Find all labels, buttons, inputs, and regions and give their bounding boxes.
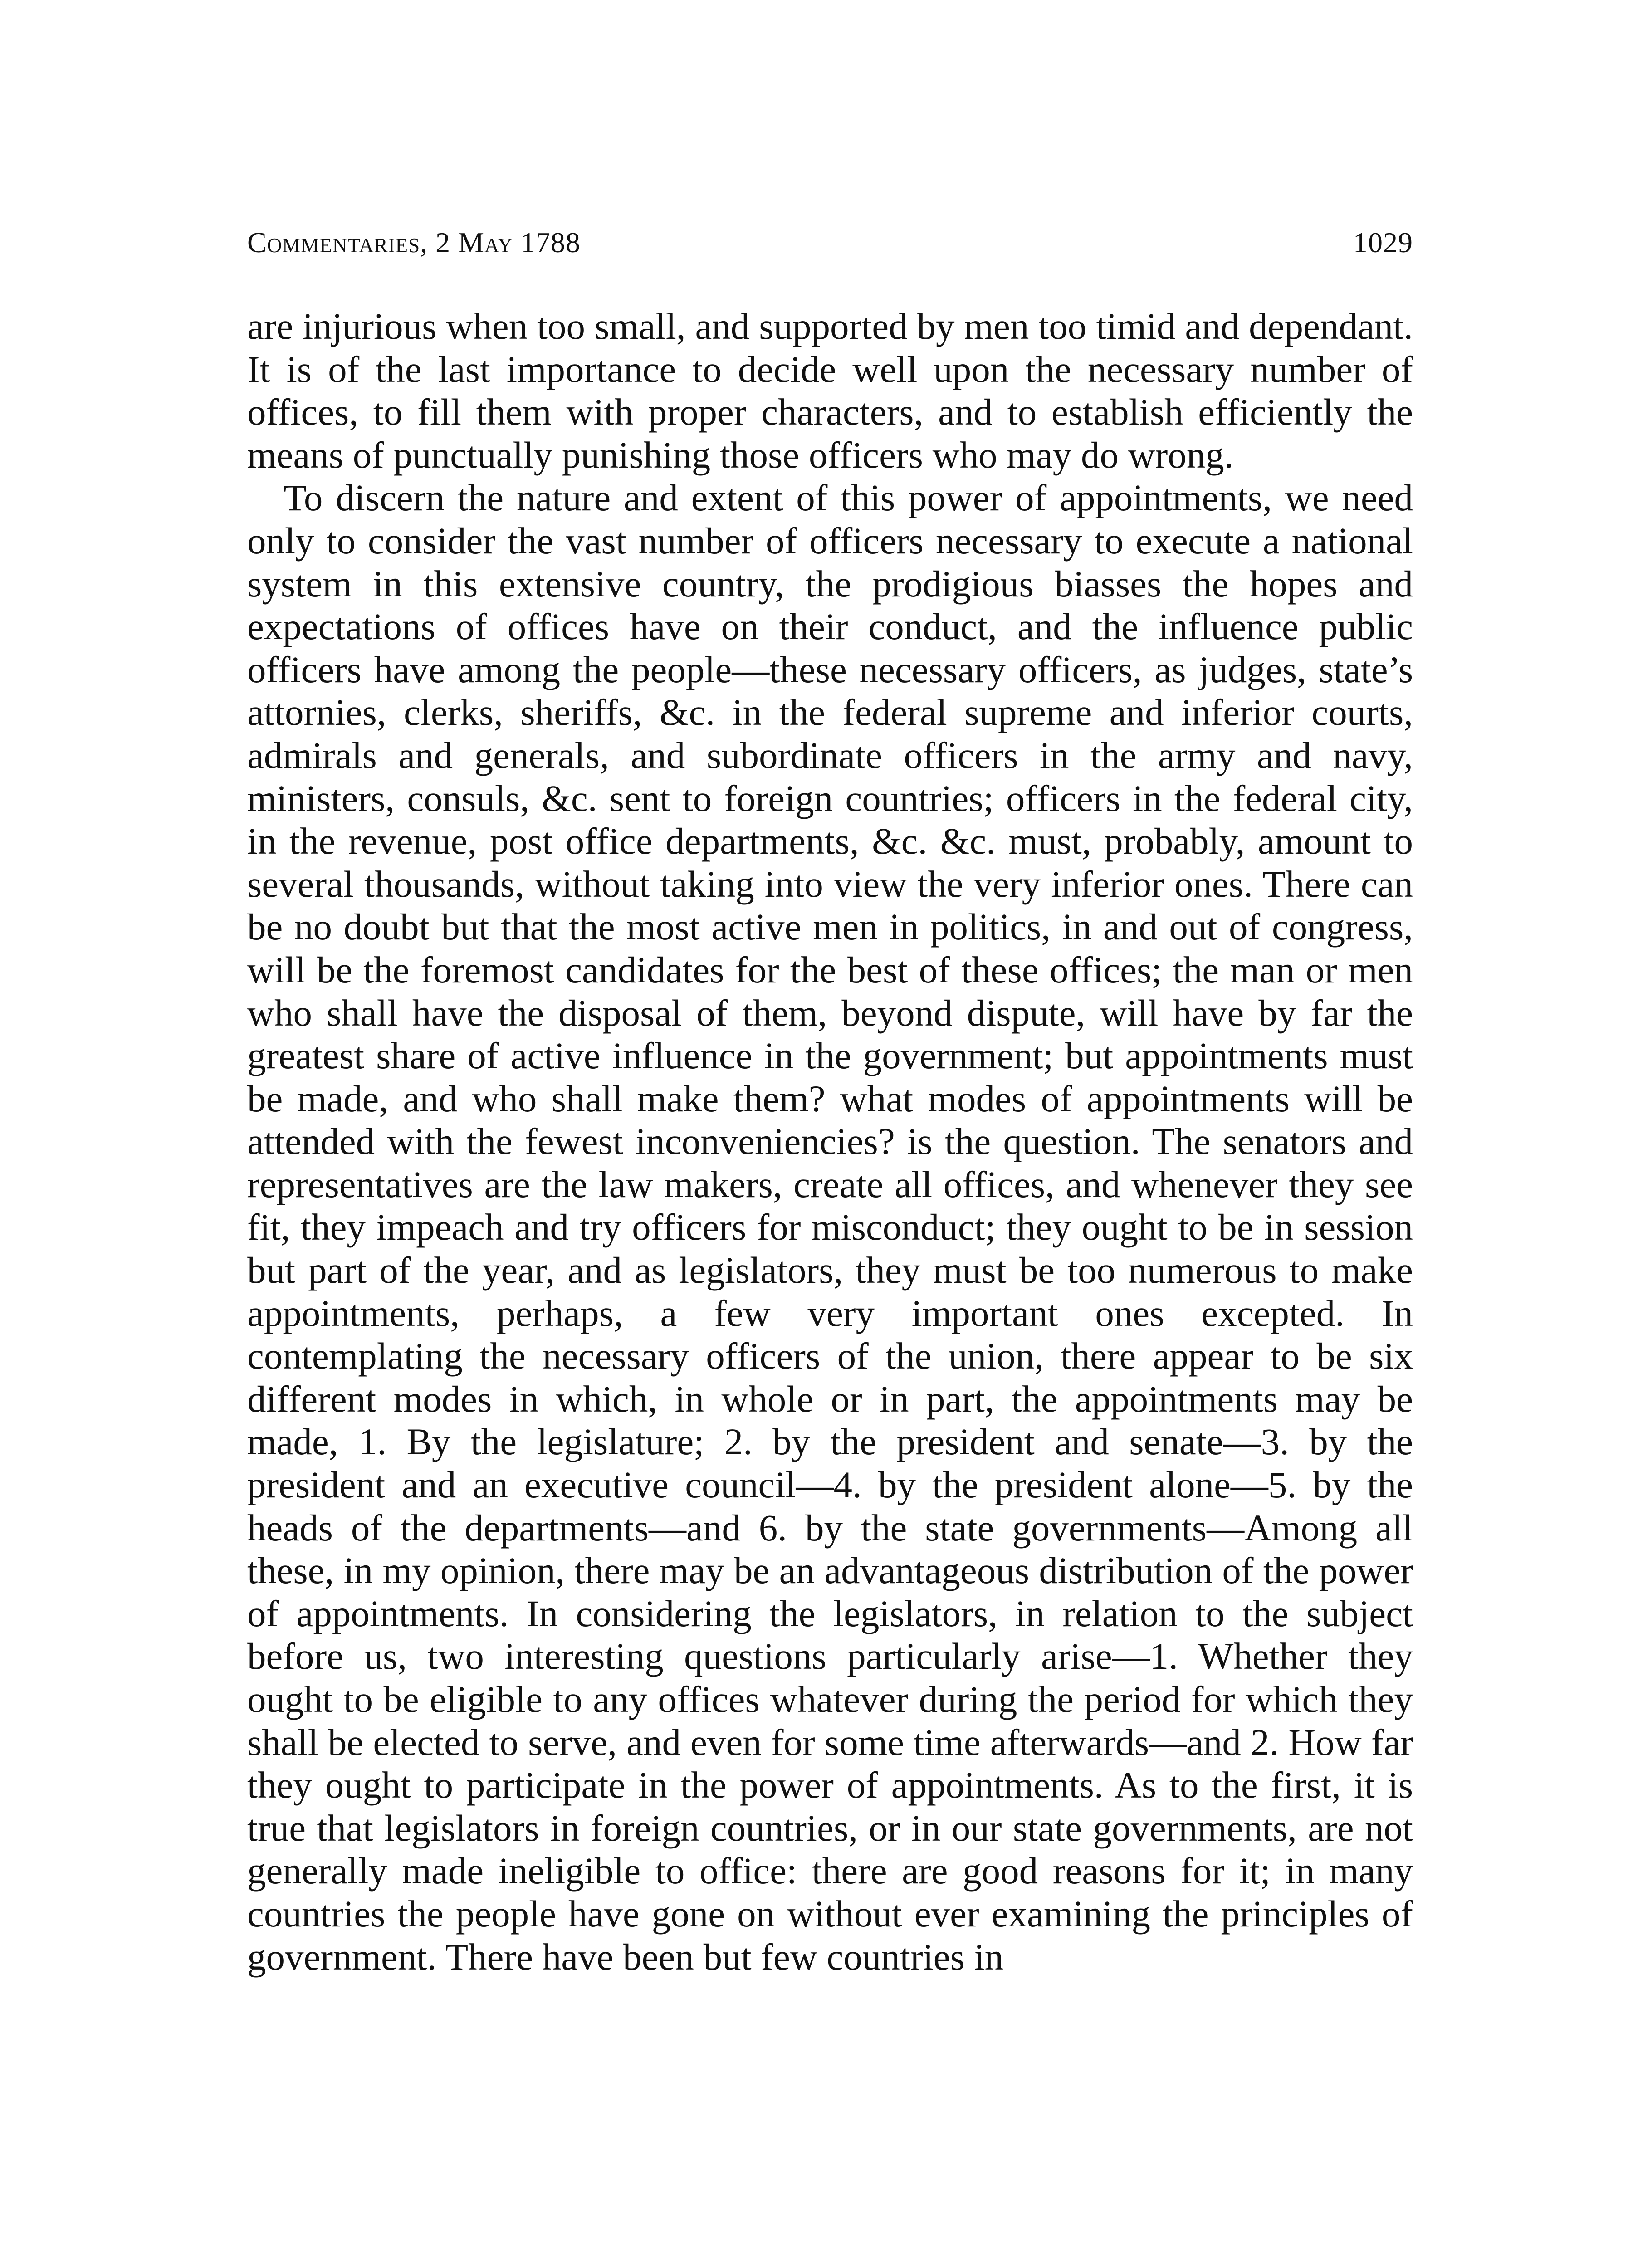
- running-header: [247, 222, 1413, 263]
- paragraph-appointments: To discern the nature and extent of this power of appointments, we need only to consider the vast number of officers necessary to execute a national system in this extensive country, the prodigious biasses the hopes and expectations of offices have on their conduct, and the influence public officers have among the people—these necessary officers, as judges, state’s attornies, clerks, sheriffs, &c. in the federal supreme and inferior courts, admirals and generals, and subordinate officers in the army and navy, ministers, consuls, &c. sent to foreign countries; officers in the federal city, in the revenue, post office departments, &c. &c. must, probably, amount to several thousands, without taking into view the very inferior ones. There can be no doubt but that the most active men in politics, in and out of congress, will be the foremost candidates for the best of these offices; the man or men who shall have the disposal of them, beyond dispute, will have by far the greatest share of active influence in the government; but appointments must be made, and who shall make them? what modes of appointments will be attended with the fewest inconveniencies? is the question. The senators and representatives are the law makers, create all offices, and whenever they see fit, they impeach and try officers for misconduct; they ought to be in session but part of the year, and as legislators, they must be too numerous to make appointments, perhaps, a few very important ones excepted. In contemplating the necessary officers of the union, there appear to be six different modes in which, in whole or in part, the appointments may be made, 1. By the legislature; 2. by the president and senate—3. by the president and an executive council—4. by the president alone—5. by the heads of the departments—and 6. by the state governments—Among all these, in my opinion, there may be an advantageous distribution of the power of appointments. In considering the legislators, in relation to the subject before us, two interesting questions particularly arise—1. Whether they ought to be eligible to any offices whatever during the period for which they shall be elected to serve, and even for some time afterwards—and 2. How far they ought to participate in the power of appointments. As to the first, it is true that legislators in foreign countries, or in our state governments, are not generally made ineligible to office: there are good reasons for it; in many countries the people have gone on without ever examining the principles of government. There have been but few countries in: [247, 477, 1413, 1978]
- running-title: Commentaries, 2 May 1788: [247, 226, 581, 259]
- body-text: [247, 305, 1413, 1978]
- page-number: 1029: [1353, 226, 1413, 259]
- paragraph-continued: are injurious when too small, and supported by men too timid and dependant. It is of the last importance to decide well upon the necessary number of offices, to fill them with proper characters, and to establish efficiently the means of punctually punishing those officers who may do wrong.: [247, 305, 1413, 476]
